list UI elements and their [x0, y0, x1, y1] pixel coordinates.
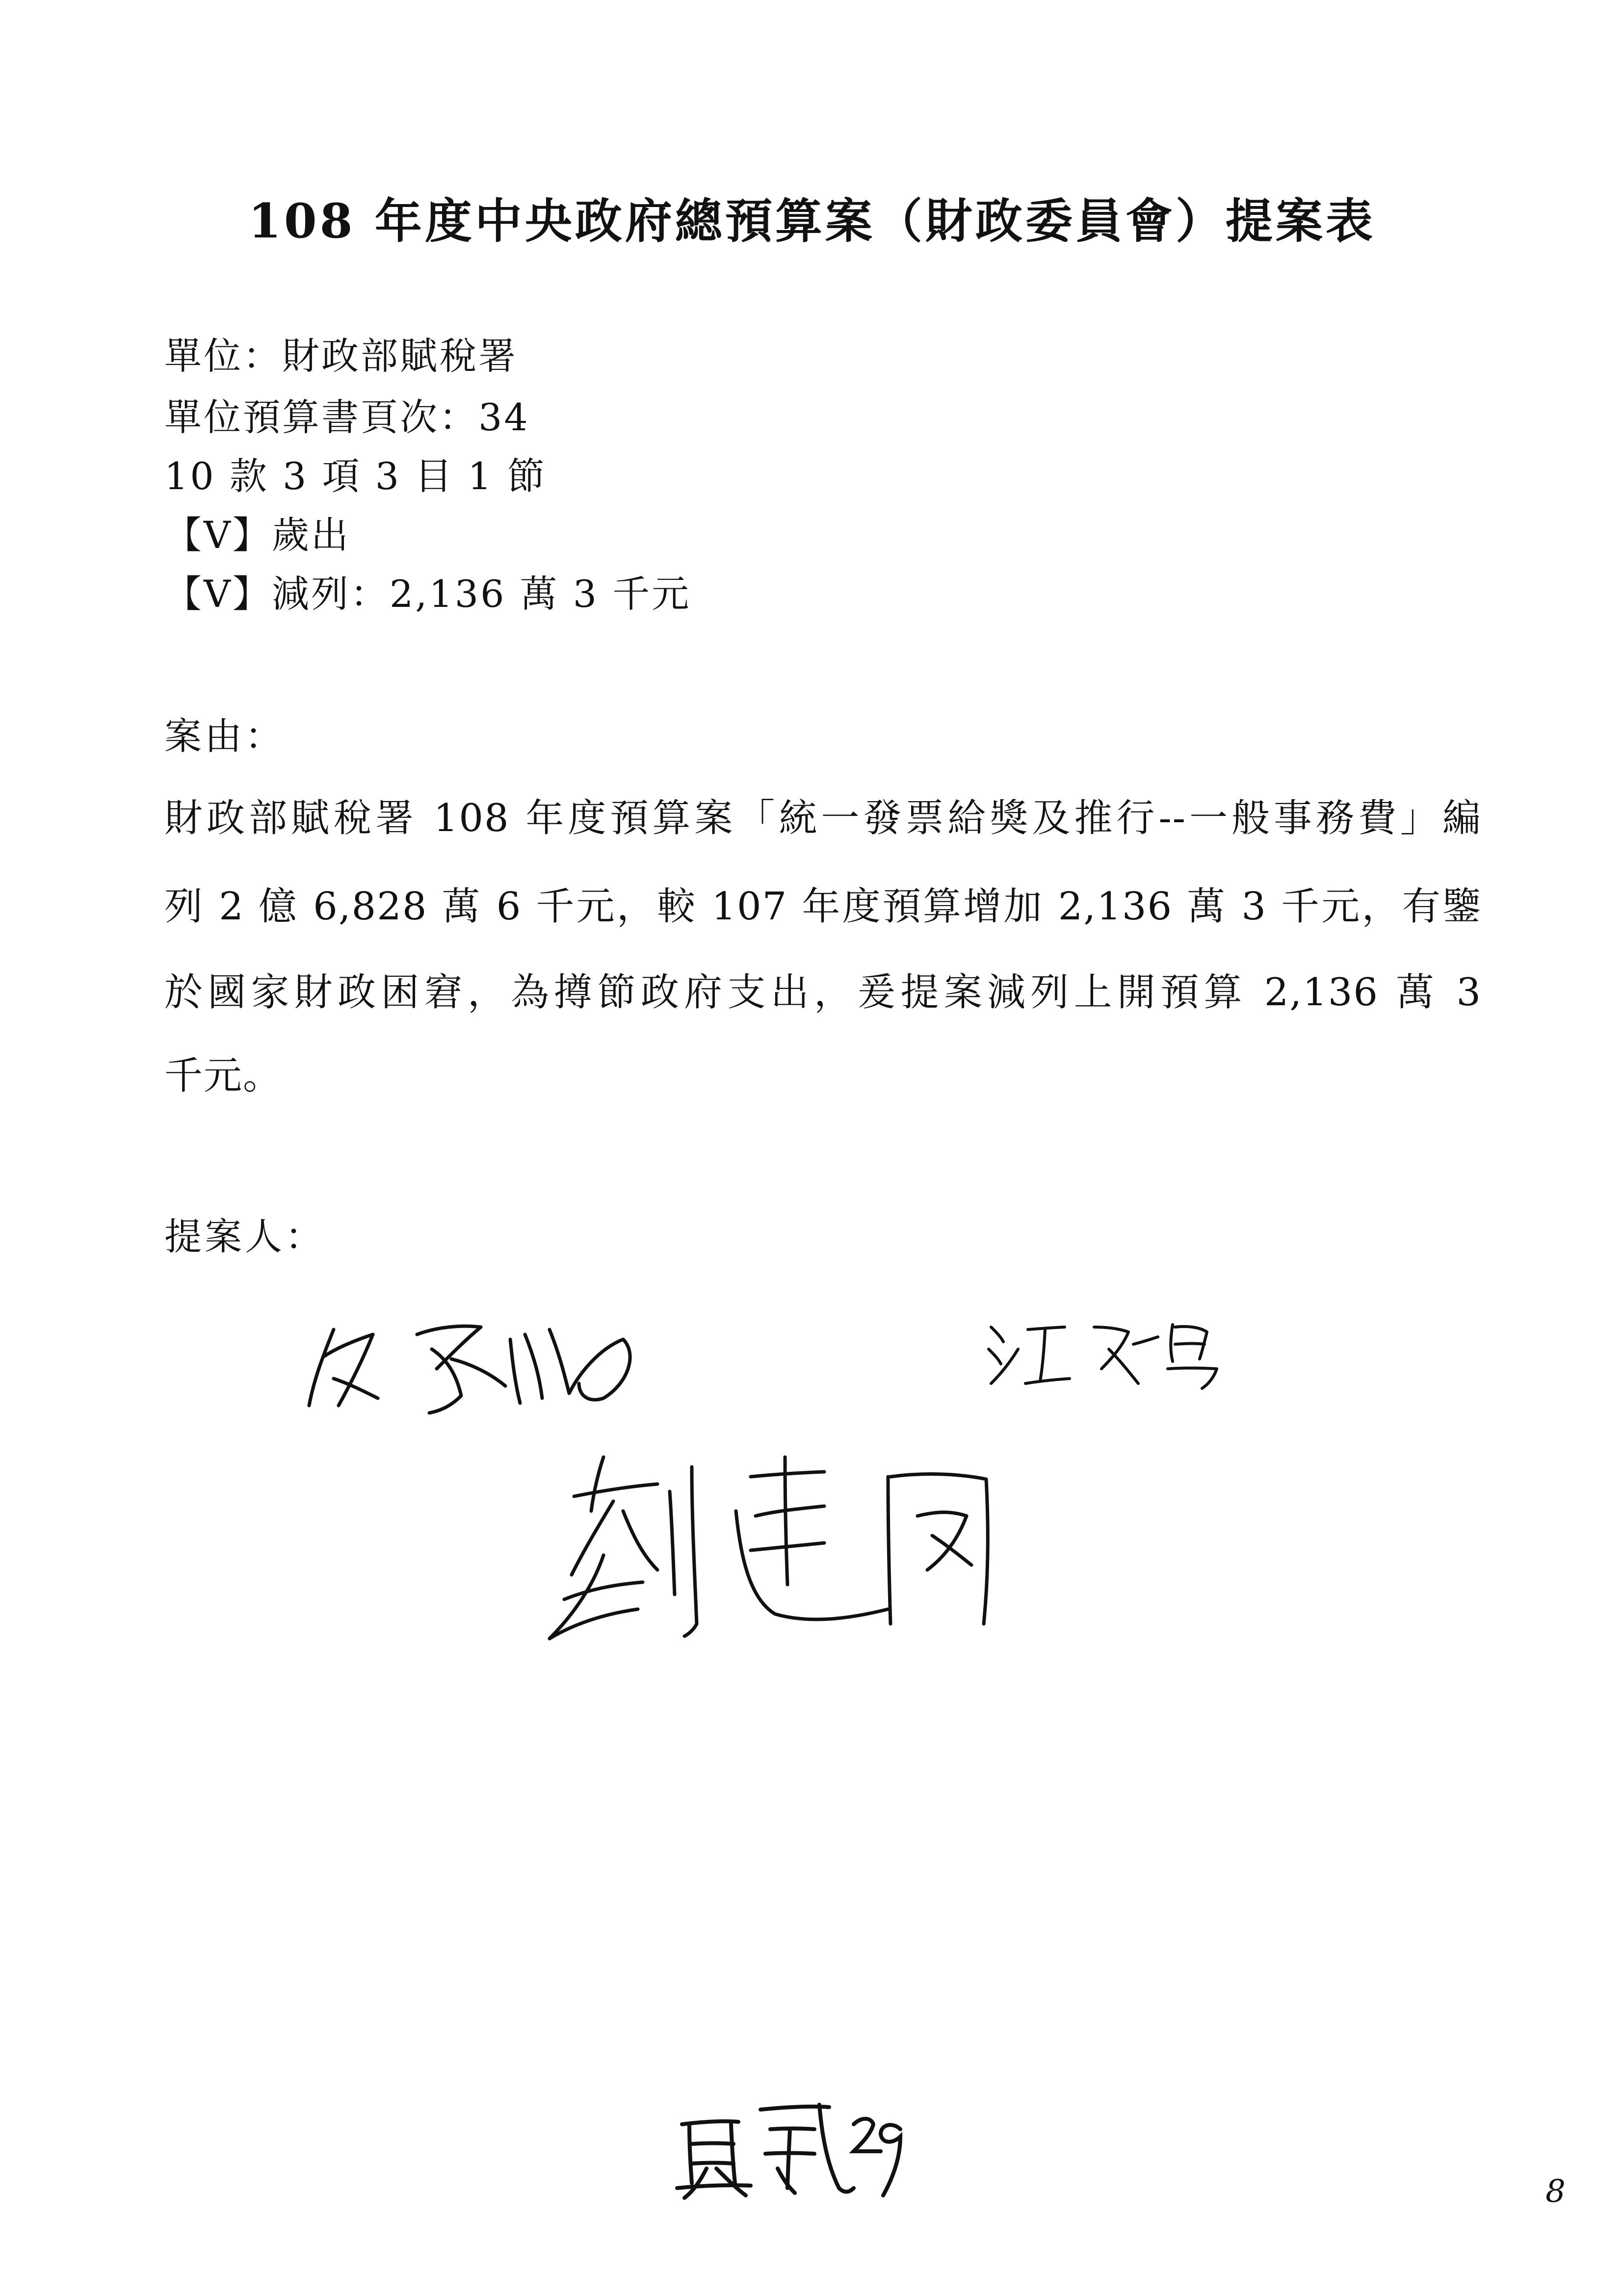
meta-budget-page: 單位預算書頁次：34: [164, 395, 530, 439]
reason-label: 案由：: [164, 714, 285, 758]
proposer-label: 提案人：: [164, 1215, 325, 1258]
page-number: 8: [1545, 2173, 1566, 2210]
reason-line-4: 千元。: [164, 1054, 283, 1098]
handwritten-signature-3: [545, 1437, 1016, 1653]
handwritten-note: [672, 2095, 908, 2205]
reason-line-2: 列 2 億 6,828 萬 6 千元，較 107 年度預算增加 2,136 萬 3 千元，有鑒: [164, 885, 1482, 929]
meta-unit: 單位：財政部賦稅署: [164, 334, 518, 378]
meta-budget-section: 10 款 3 項 3 目 1 節: [164, 454, 547, 498]
document-title: 108 年度中央政府總預算案（財政委員會）提案表: [248, 193, 1376, 249]
meta-reduction-check: 【V】減列：2,136 萬 3 千元: [164, 572, 691, 616]
meta-expenditure-check: 【V】歲出: [164, 513, 350, 557]
reason-line-3: 於國家財政困窘，為撙節政府支出，爰提案減列上開預算 2,136 萬 3: [164, 970, 1482, 1015]
handwritten-signature-2: [981, 1315, 1236, 1393]
reason-line-1: 財政部賦稅署 108 年度預算案「統一發票給獎及推行--一般事務費」編: [164, 796, 1482, 840]
handwritten-signature-1: [304, 1300, 648, 1428]
